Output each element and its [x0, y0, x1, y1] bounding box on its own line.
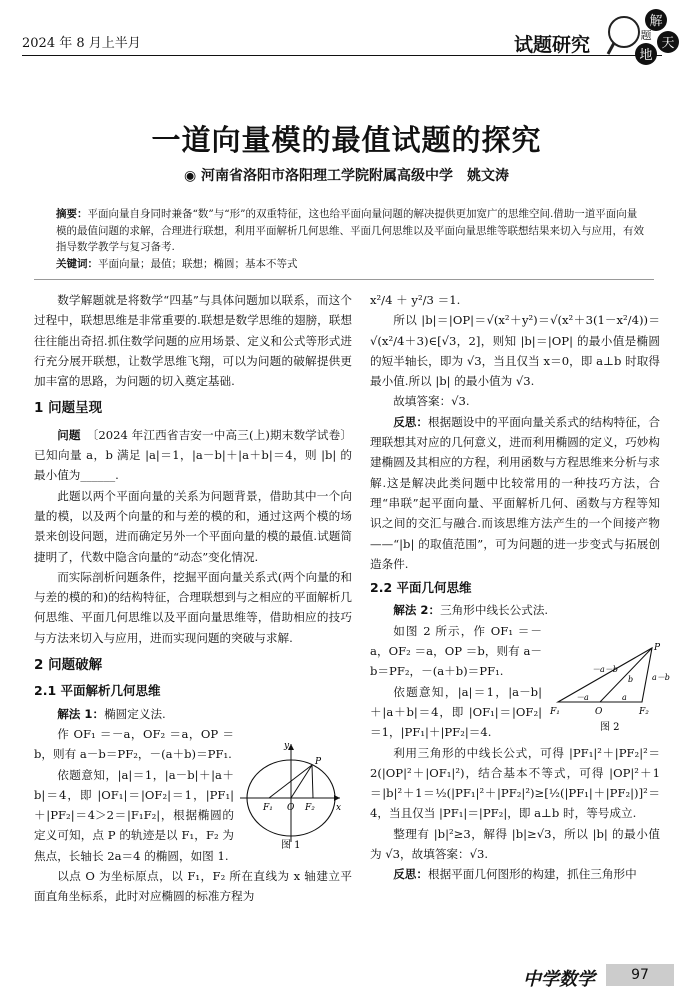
solution-1-answer: 故填答案：√3. — [393, 394, 470, 409]
badge-char-2: 题 — [640, 29, 652, 42]
solution-1-result: 所以 |b|＝|OP|＝√(x²＋y²)＝√(x²＋3(1－x²/4))＝√(x²/4＋3)∈[√3，2]，则知 |b|＝|OP| 的最小值是椭圆的短半轴长，即为 √3，当且仅当 x＝0，即 a⊥b 时取得最小值.所以 |b| 的最小值为 √3. — [370, 313, 660, 389]
solution-2-label: 解法 2： — [393, 603, 441, 618]
problem-text: 〔2024 年江西省吉安一中高三(上)期末数学试卷〕已知向量 a，b 满足 |a|＝1，|a－b|＋|a＋b|＝4，则 |b| 的最小值为______. — [34, 427, 352, 483]
figure-2-triangle-diagram — [548, 642, 668, 736]
abstract-rule — [34, 279, 654, 280]
right-column — [370, 290, 660, 885]
solution-2-answer: 整理有 |b|²≥3，解得 |b|≥√3，所以 |b| 的最小值为 √3，故填答案：√3. — [370, 826, 660, 862]
reflection-1-label: 反思： — [393, 414, 428, 429]
section-1-heading: 1 问题呈现 — [34, 400, 103, 417]
svg-text:a－b: a－b — [652, 673, 670, 682]
svg-text:b: b — [628, 675, 634, 684]
figure-2-caption: 图 2 — [600, 722, 620, 733]
svg-text:y: y — [284, 741, 290, 751]
abstract-label: 摘要： — [56, 208, 88, 220]
reflection-2-text: 根据平面几何图形的构建，抓住三角形中 — [427, 867, 637, 882]
article-title: 一道向量模的最值试题的探究 — [151, 123, 542, 157]
reflection-2 — [370, 864, 660, 884]
badge-char-4: 地 — [639, 48, 653, 63]
ellipse-equation: x²/4 ＋ y²/3 ＝1. — [370, 293, 461, 307]
problem-paragraph — [34, 425, 352, 486]
svg-text:－a: －a — [576, 693, 589, 702]
svg-text:O: O — [595, 707, 603, 717]
solution-1-coordinates: 以点 O 为坐标原点，以 F₁，F₂ 所在直线为 x 轴建立平面直角坐标系，此时对应椭圆的标准方程为 — [34, 869, 352, 904]
svg-text:－a－b: －a－b — [592, 665, 618, 674]
analysis-paragraph-2: 而实际剖析问题条件，挖掘平面向量关系式(两个向量的和与差的模的和)的结构特征，合理联想到与之相应的平面解析几何思维、平面几何思维以及平面向量思维等，借助相应的技巧与方法来切入与应用，进而实现问题的突破与求解. — [34, 569, 352, 645]
intro-paragraph: 数学解题就是将数学“四基”与具体问题加以联系，而这个过程中，联想思维是非常重要的.联想是数学思维的翅膀，联想往往能出奇招.抓住数学问题的应用场景、定义和公式等形式进行充分展开联想，让数学思维飞翔，可以为问题的破解提供更加丰富的思路，为问题的切入奠定基础. — [34, 293, 352, 389]
figure-1-ellipse-diagram — [236, 738, 346, 850]
solution-1-setup: 作 OF₁ ＝－a，OF₂ ＝a，OP ＝b，则有 a－b＝PF₂，－(a＋b)＝PF₁. — [34, 726, 234, 762]
svg-text:P: P — [654, 643, 661, 653]
solution-1-method: 椭圆定义法. — [104, 706, 166, 721]
svg-text:P: P — [315, 757, 322, 767]
abstract-block — [56, 206, 646, 272]
solution-2-conditions: 依题意知，|a|＝1，|a－b|＋|a＋b|＝4，即 |OF₁|＝|OF₂|＝1，|PF₁|＋|PF₂|＝4. — [370, 684, 542, 740]
reflection-1 — [370, 412, 660, 574]
svg-text:O: O — [287, 803, 295, 813]
reflection-2-label: 反思： — [393, 867, 428, 882]
solution-2-setup: 如图 2 所示，作 OF₁ ＝－a，OF₂ ＝a，OP ＝b，则有 a－b＝PF₂，－(a＋b)＝PF₁. — [370, 623, 542, 679]
page-number: 97 — [606, 964, 674, 986]
svg-text:F₂: F₂ — [639, 707, 649, 717]
section-2-heading: 2 问题破解 — [34, 657, 103, 674]
subsection-2-1-heading: 2.1 平面解析几何思维 — [34, 683, 161, 699]
keywords-text: 平面向量；最值；联想；椭圆；基本不等式 — [98, 257, 298, 270]
svg-text:F₁: F₁ — [550, 707, 560, 717]
solution-2-method: 三角形中线长公式法. — [440, 603, 549, 618]
abstract-text: 平面向量自身同时兼备“数”与“形”的双重特征，这也给平面向量问题的解决提供更加宽广的思维空间.借助一道平面向量模的最值问题的求解，合理进行联想，利用平面解析几何思维、平面几何思维以及平面向量思维等联想结果来切入与应用，有效指导数学教学与复习备考. — [56, 208, 644, 253]
figure-1-caption: 图 1 — [281, 840, 301, 851]
solution-1-heading — [34, 704, 352, 724]
author-line: ◉ 河南省洛阳市洛阳理工学院附属高级中学 姚文涛 — [183, 168, 510, 184]
reflection-1-text: 根据题设中的平面向量关系式的结构特征，合理联想其对应的几何意义，进而利用椭圆的定义，巧妙构建椭圆及其相应的方程，利用函数与方程思维来分析与求解.这是解决此类问题中比较常用的一种技巧方法，合理“串联”起平面向量、平面解析几何、函数与方程等知识之间的交汇与融合.而该思维方法产生的一个间接产物——“|b| 的取值范围”，可为问题的进一步变式与拓展创造条件. — [370, 414, 660, 571]
issue-date: 2024 年 8 月上半月 — [22, 36, 141, 51]
column-title: 试题研究 — [514, 34, 591, 56]
analysis-paragraph-1: 此题以两个平面向量的关系为问题背景，借助其中一个向量的模，以及两个向量的和与差的模的和，通过这两个模的场景来创设问题，进而确定另外一个平面向量的模的最值.试题简捷明了，代数中隐含向量的“动态”变化情况. — [34, 488, 352, 564]
solution-2-heading — [370, 600, 660, 620]
badge-char-3: 天 — [661, 36, 675, 51]
keywords-label: 关键词： — [56, 257, 98, 270]
svg-text:x: x — [336, 803, 342, 813]
column-badge-icon — [606, 6, 680, 68]
header-rule — [22, 55, 662, 56]
journal-brand: 中学数学 — [523, 969, 595, 990]
badge-char-1: 解 — [649, 14, 663, 29]
solution-2-inequality: 利用三角形的中线长公式，可得 |PF₁|²＋|PF₂|²＝2(|OP|²＋|OF₁|²)，结合基本不等式，可得 |OP|²＋1＝|b|²＋1＝½(|PF₁|²＋|PF₂|²)≥[½(|PF₁|＋|PF₂|)]²＝4，当且仅当 |PF₁|＝|PF₂|，即 a⊥b 时，等号成立. — [370, 745, 660, 821]
solution-1-label: 解法 1： — [57, 706, 105, 721]
subsection-2-2-heading: 2.2 平面几何思维 — [370, 580, 472, 596]
svg-text:F₂: F₂ — [305, 803, 315, 813]
solution-1-reasoning: 依题意知，|a|＝1，|a－b|＋|a＋b|＝4，即 |OF₁|＝|OF₂|＝1，|PF₁|＋|PF₂|＝4＞2＝|F₁F₂|，根据椭圆的定义可知，点 P 的轨迹是以 F₁，F₂ 为焦点，长轴长 2a＝4 的椭圆，如图 1. — [34, 767, 234, 863]
svg-text:a: a — [622, 693, 627, 702]
svg-text:F₁: F₁ — [263, 803, 273, 813]
problem-label: 问题 — [57, 427, 81, 442]
